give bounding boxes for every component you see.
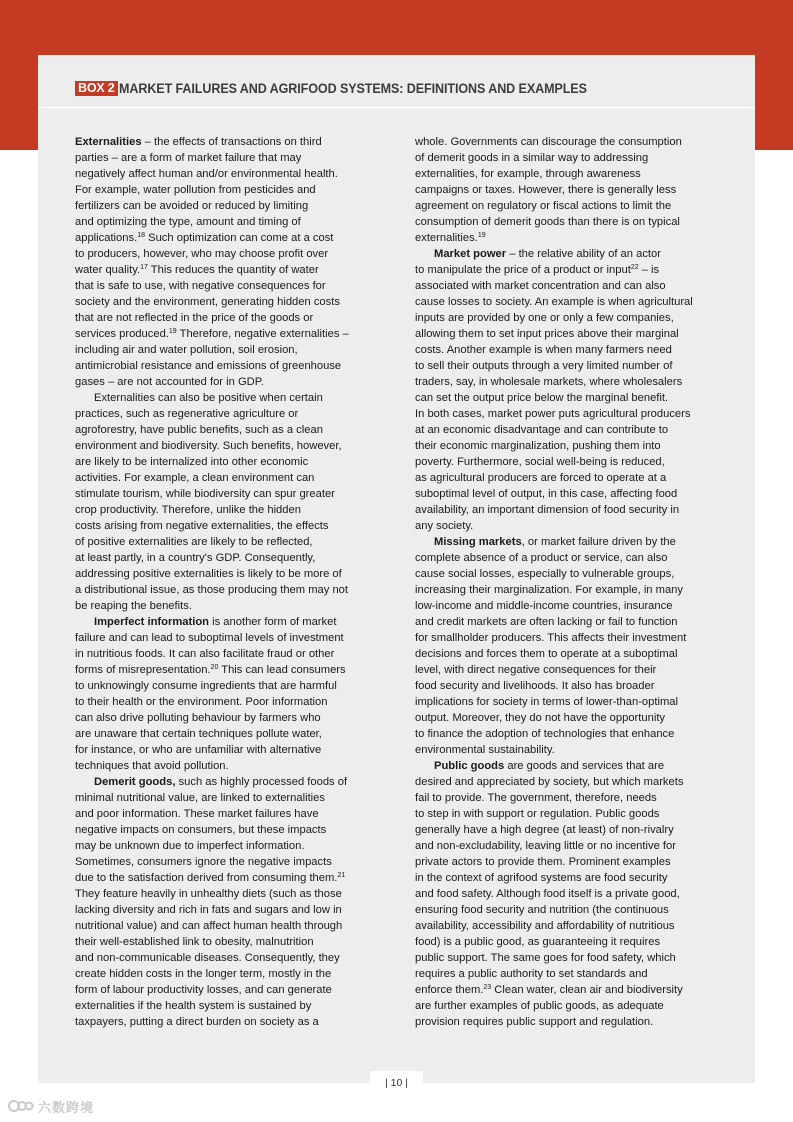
text-line	[75, 982, 377, 998]
box-title: MARKET FAILURES AND AGRIFOOD SYSTEMS: DEFINITIONS AND EXAMPLES	[119, 81, 587, 96]
text-line	[75, 918, 377, 934]
text-run: to their health or the environment. Poor information	[75, 696, 328, 708]
text-run: create hidden costs in the longer term, mostly in the	[75, 968, 332, 980]
text-line	[415, 438, 717, 454]
text-run: costs arising from negative externalities, the effects	[75, 520, 329, 532]
text-run: allowing them to set input prices above their marginal	[415, 328, 679, 340]
text-line	[75, 742, 377, 758]
text-line	[75, 150, 377, 166]
text-run: cause social losses, especially to vulnerable groups,	[415, 568, 675, 580]
text-line	[75, 470, 377, 486]
text-line	[415, 358, 717, 374]
box-tag: BOX 2	[75, 81, 118, 96]
text-line	[415, 790, 717, 806]
text-run: food) is a public good, as guaranteeing it requires	[415, 936, 661, 948]
watermark-logo-icon	[8, 1098, 34, 1114]
text-line	[415, 950, 717, 966]
text-line	[415, 678, 717, 694]
text-line	[75, 726, 377, 742]
text-run: their well-established link to obesity, malnutrition	[75, 936, 314, 948]
text-run: gases – are not accounted for in GDP.	[75, 376, 264, 388]
text-line	[415, 886, 717, 902]
text-run: ensuring food security and nutrition (the continuous	[415, 904, 669, 916]
text-line	[75, 902, 377, 918]
text-run: applications.	[75, 232, 138, 244]
text-line	[415, 502, 717, 518]
text-line	[415, 774, 717, 790]
text-line	[415, 918, 717, 934]
text-run: to manipulate the price of a product or input	[415, 264, 631, 276]
page-number: | 10 |	[385, 1077, 408, 1089]
text-run: cause losses to society. An example is when agricultural	[415, 296, 693, 308]
text-run: their economic marginalization, pushing them into	[415, 440, 661, 452]
text-run: and non-excludability, leaving little or no incentive for	[415, 840, 676, 852]
text-line	[75, 550, 377, 566]
text-run: can set the output price below the marginal benefit.	[415, 392, 669, 404]
text-line	[415, 326, 717, 342]
text-line	[75, 854, 377, 870]
text-run: and poor information. These market failures have	[75, 808, 319, 820]
text-line	[75, 534, 377, 550]
text-run: nutritional value) and can affect human health through	[75, 920, 343, 932]
text-run: desired and appreciated by society, but which markets	[415, 776, 684, 788]
text-line	[75, 310, 377, 326]
text-run: costs. Another example is when many farmers need	[415, 344, 672, 356]
text-run: practices, such as regenerative agriculture or	[75, 408, 299, 420]
text-line	[415, 646, 717, 662]
text-line	[415, 630, 717, 646]
text-line	[75, 518, 377, 534]
text-line	[75, 662, 377, 678]
text-run: to sell their outputs through a very limited number of	[415, 360, 673, 372]
text-line	[75, 790, 377, 806]
text-line	[415, 278, 717, 294]
text-line	[75, 758, 377, 774]
text-run: consumption of demerit goods than there is on typical	[415, 216, 680, 228]
text-run: externalities, for example, through awareness	[415, 168, 641, 180]
text-run: inputs are provided by one or only a few companies,	[415, 312, 674, 324]
text-run: They feature heavily in unhealthy diets (such as those	[75, 888, 342, 900]
text-line	[415, 518, 717, 534]
text-line	[75, 598, 377, 614]
text-run: form of labour productivity losses, and can generate	[75, 984, 332, 996]
text-run: food security and livelihoods. It also has broader	[415, 680, 655, 692]
text-run: forms of misrepresentation.	[75, 664, 211, 676]
text-run: In both cases, market power puts agricultural producers	[415, 408, 691, 420]
text-run: negatively affect human and/or environmental health.	[75, 168, 338, 180]
text-run: such as highly processed foods of	[175, 776, 348, 788]
text-run: crop productivity. Therefore, unlike the hidden	[75, 504, 301, 516]
text-run: activities. For example, a clean environment can	[75, 472, 315, 484]
text-line	[415, 214, 717, 230]
footnote-ref: 21	[337, 872, 346, 879]
text-run: can also drive polluting behaviour by farmers who	[75, 712, 321, 724]
text-line	[75, 950, 377, 966]
text-run: externalities.	[415, 232, 478, 244]
text-line	[415, 390, 717, 406]
text-run: campaigns or taxes. However, there is generally less	[415, 184, 677, 196]
text-line	[75, 694, 377, 710]
text-line	[75, 438, 377, 454]
text-line	[75, 230, 377, 246]
text-run: Sometimes, consumers ignore the negative impacts	[75, 856, 332, 868]
text-line	[415, 582, 717, 598]
text-run: output. Moreover, they do not have the opportunity	[415, 712, 666, 724]
text-line	[75, 406, 377, 422]
text-line	[75, 134, 377, 150]
text-run: at an economic disadvantage and can contribute to	[415, 424, 669, 436]
text-run: fail to provide. The government, therefore, needs	[415, 792, 657, 804]
text-line	[415, 662, 717, 678]
text-run: agroforestry, have public benefits, such as a clean	[75, 424, 323, 436]
watermark	[8, 1096, 94, 1116]
text-run: whole. Governments can discourage the consumption	[415, 136, 682, 148]
text-line	[415, 246, 717, 262]
text-run: any society.	[415, 520, 474, 532]
text-line	[75, 502, 377, 518]
text-line	[75, 262, 377, 278]
text-run: Externalities can also be positive when certain	[94, 392, 323, 404]
text-line	[75, 998, 377, 1014]
footnote-ref: 17	[140, 264, 148, 271]
right-column	[415, 134, 717, 1030]
text-line	[75, 1014, 377, 1030]
text-run: to producers, however, who may choose profit over	[75, 248, 329, 260]
text-line	[75, 566, 377, 582]
text-run: public support. The same goes for food safety, which	[415, 952, 676, 964]
bold-term: Demerit goods,	[94, 776, 176, 788]
text-run: techniques that avoid pollution.	[75, 760, 229, 772]
text-run: at least partly, in a country's GDP. Consequently,	[75, 552, 316, 564]
bold-term: Imperfect information	[94, 616, 209, 628]
text-line	[415, 262, 717, 278]
text-run: including air and water pollution, soil erosion,	[75, 344, 298, 356]
text-run: to unknowingly consume ingredients that are harmful	[75, 680, 337, 692]
text-line	[415, 806, 717, 822]
text-run: water quality.	[75, 264, 141, 276]
text-line	[415, 870, 717, 886]
text-run: and optimizing the type, amount and timing of	[75, 216, 301, 228]
text-line	[415, 726, 717, 742]
footnote-ref: 23	[483, 984, 492, 991]
text-line	[415, 294, 717, 310]
text-line	[75, 630, 377, 646]
text-run: provision requires public support and regulation.	[415, 1016, 654, 1028]
text-run: fertilizers can be avoided or reduced by limiting	[75, 200, 309, 212]
left-column	[75, 134, 377, 1030]
text-run: implications for society in terms of lower-than-optimal	[415, 696, 678, 708]
text-run: are goods and services that are	[504, 760, 665, 772]
text-run: complete absence of a product or service, can also	[415, 552, 668, 564]
text-line	[75, 374, 377, 390]
text-run: poverty. Furthermore, social well-being is reduced,	[415, 456, 665, 468]
text-line	[415, 982, 717, 998]
text-run: is another form of market	[209, 616, 337, 628]
text-run: for instance, or who are unfamiliar with alternative	[75, 744, 322, 756]
text-run: a distributional issue, as those producing them may not	[75, 584, 349, 596]
text-line	[75, 294, 377, 310]
bold-term: Externalities	[75, 136, 142, 148]
text-run: addressing positive externalities is likely to be more of	[75, 568, 342, 580]
text-run: Therefore, negative externalities –	[176, 328, 349, 340]
text-run: negative impacts on consumers, but these impacts	[75, 824, 327, 836]
text-run: as agricultural producers are forced to operate at a	[415, 472, 667, 484]
text-line	[415, 182, 717, 198]
text-line	[75, 934, 377, 950]
text-run: , or market failure driven by the	[521, 536, 676, 548]
text-line	[415, 198, 717, 214]
text-line	[415, 742, 717, 758]
text-run: low-income and middle-income countries, insurance	[415, 600, 673, 612]
text-line	[415, 534, 717, 550]
text-line	[415, 310, 717, 326]
text-run: society and the environment, generating hidden costs	[75, 296, 340, 308]
text-line	[75, 358, 377, 374]
text-run: in the context of agrifood systems are food security	[415, 872, 668, 884]
text-run: traders, say, in wholesale markets, where wholesalers	[415, 376, 683, 388]
text-run: availability, an important dimension of food security in	[415, 504, 680, 516]
text-run: due to the satisfaction derived from consuming them.	[75, 872, 338, 884]
text-run: lacking diversity and rich in fats and sugars and low in	[75, 904, 342, 916]
text-line	[415, 838, 717, 854]
text-line	[415, 966, 717, 982]
text-run: and non-communicable diseases. Consequently, they	[75, 952, 340, 964]
text-run: in nutritious foods. It can also facilitate fraud or other	[75, 648, 335, 660]
text-line	[75, 342, 377, 358]
text-run: This can lead consumers	[218, 664, 346, 676]
text-line	[415, 758, 717, 774]
text-line	[415, 342, 717, 358]
text-run: may be unknown due to imperfect information.	[75, 840, 305, 852]
text-line	[415, 150, 717, 166]
text-run: – the relative ability of an actor	[506, 248, 661, 260]
page-number-tab	[370, 1071, 423, 1095]
text-run: environmental sustainability.	[415, 744, 555, 756]
text-line	[75, 454, 377, 470]
text-run: – is	[638, 264, 660, 276]
text-line	[415, 614, 717, 630]
text-run: parties – are a form of market failure that may	[75, 152, 302, 164]
text-run: of positive externalities are likely to be reflected,	[75, 536, 313, 548]
text-line	[415, 934, 717, 950]
text-run: to step in with support or regulation. Public goods	[415, 808, 660, 820]
text-run: availability, accessibility and affordability of nutritious	[415, 920, 675, 932]
text-run: of demerit goods in a similar way to addressing	[415, 152, 649, 164]
text-run: for smallholder producers. This affects their investment	[415, 632, 687, 644]
text-line	[415, 902, 717, 918]
footnote-ref: 22	[630, 264, 639, 271]
text-line	[75, 838, 377, 854]
text-line	[75, 182, 377, 198]
text-line	[415, 374, 717, 390]
text-line	[75, 390, 377, 406]
text-line	[75, 326, 377, 342]
text-line	[75, 678, 377, 694]
text-line	[415, 550, 717, 566]
text-line	[415, 454, 717, 470]
text-line	[415, 854, 717, 870]
bold-term: Market power	[434, 248, 507, 260]
text-line	[75, 582, 377, 598]
text-line	[415, 470, 717, 486]
text-run: increasing their marginalization. For example, in many	[415, 584, 683, 596]
text-line	[75, 806, 377, 822]
text-run: that is safe to use, with negative consequences for	[75, 280, 326, 292]
text-line	[415, 998, 717, 1014]
text-line	[75, 486, 377, 502]
text-line	[75, 614, 377, 630]
text-run: level, with direct negative consequences for their	[415, 664, 657, 676]
text-run: suboptimal level of output, in this case, affecting food	[415, 488, 678, 500]
text-line	[75, 214, 377, 230]
text-run: requires a public authority to set standards and	[415, 968, 648, 980]
text-line	[415, 710, 717, 726]
text-line	[75, 422, 377, 438]
text-run: private actors to provide them. Prominent examples	[415, 856, 671, 868]
text-run: to finance the adoption of technologies that enhance	[415, 728, 675, 740]
bold-term: Public goods	[434, 760, 505, 772]
text-line	[75, 646, 377, 662]
watermark-text: 六数跨境	[38, 1099, 95, 1115]
text-line	[75, 870, 377, 886]
text-run: agreement on regulatory or fiscal actions to limit the	[415, 200, 672, 212]
text-run: services produced.	[75, 328, 169, 340]
text-line	[75, 166, 377, 182]
text-run: antimicrobial resistance and emissions of greenhouse	[75, 360, 342, 372]
text-run: are likely to be internalized into other economic	[75, 456, 309, 468]
text-run: minimal nutritional value, are linked to externalities	[75, 792, 325, 804]
text-line	[415, 230, 717, 246]
text-line	[75, 278, 377, 294]
text-line	[75, 246, 377, 262]
text-run: For example, water pollution from pesticides and	[75, 184, 316, 196]
text-line	[75, 710, 377, 726]
text-line	[415, 422, 717, 438]
text-line	[415, 598, 717, 614]
text-line	[415, 166, 717, 182]
text-run: that are not reflected in the price of the goods or	[75, 312, 314, 324]
text-line	[415, 134, 717, 150]
text-run: – the effects of transactions on third	[141, 136, 322, 148]
text-run: Clean water, clean air and biodiversity	[491, 984, 683, 996]
bold-term: Missing markets	[434, 536, 522, 548]
text-run: decisions and forces them to operate at a suboptimal	[415, 648, 678, 660]
box-header	[38, 55, 755, 108]
text-line	[415, 1014, 717, 1030]
text-line	[75, 198, 377, 214]
text-run: environment and biodiversity. Such benefits, however,	[75, 440, 342, 452]
text-line	[75, 774, 377, 790]
text-run: taxpayers, putting a direct burden on society as a	[75, 1016, 319, 1028]
text-run: This reduces the quantity of water	[147, 264, 319, 276]
text-run: failure and can lead to suboptimal levels of investment	[75, 632, 344, 644]
text-run: externalities if the health system is sustained by	[75, 1000, 312, 1012]
text-line	[75, 886, 377, 902]
text-line	[415, 486, 717, 502]
text-run: are unaware that certain techniques pollute water,	[75, 728, 322, 740]
text-run: and food safety. Although food itself is a private good,	[415, 888, 680, 900]
text-line	[415, 406, 717, 422]
text-run: stimulate tourism, while biodiversity can spur greater	[75, 488, 335, 500]
text-line	[75, 822, 377, 838]
text-run: are further examples of public goods, as adequate	[415, 1000, 664, 1012]
text-line	[415, 822, 717, 838]
footnote-ref: 20	[210, 664, 219, 671]
text-line	[75, 966, 377, 982]
text-run: associated with market concentration and can also	[415, 280, 666, 292]
footnote-ref: 19	[168, 328, 177, 335]
text-line	[415, 694, 717, 710]
footnote-ref: 19	[477, 232, 486, 239]
footnote-ref: 18	[137, 232, 145, 239]
text-run: be reaping the benefits.	[75, 600, 192, 612]
text-run: enforce them.	[415, 984, 484, 996]
text-line	[415, 566, 717, 582]
text-run: and credit markets are often lacking or fail to function	[415, 616, 678, 628]
text-run: generally have a high degree (at least) of non-rivalry	[415, 824, 674, 836]
text-run: Such optimization can come at a cost	[145, 232, 334, 244]
